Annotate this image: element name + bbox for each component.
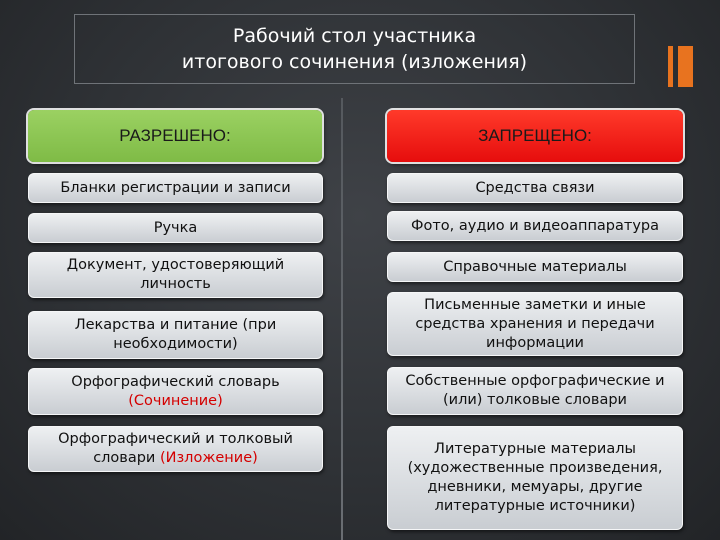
title-box (74, 14, 635, 84)
allowed-item-spelling-dictionary: Орфографический словарь (Сочинение) (28, 368, 323, 415)
accent-bar-right (678, 46, 693, 87)
exposition-note: (Изложение) (159, 450, 258, 466)
allowed-item-explanatory-dictionary: Орфографический и толковый словари (Изложение) (28, 426, 323, 472)
forbidden-item-own-dictionaries: Собственные орфографические и (или) толковые словари (387, 367, 683, 415)
column-divider (341, 98, 343, 540)
forbidden-item-written-notes: Письменные заметки и иные средства хранения и передачи информации (387, 292, 683, 356)
forbidden-item-communication: Средства связи (387, 173, 683, 203)
essay-note: (Сочинение) (128, 392, 223, 409)
allowed-item-medicine-food: Лекарства и питание (при необходимости) (28, 311, 323, 359)
allowed-item-pen: Ручка (28, 213, 323, 243)
title-line-1: Рабочий стол участника (232, 25, 477, 47)
forbidden-item-literary-materials: Литературные материалы (художественные произведения, дневники, мемуары, другие литературные источники) (387, 426, 683, 530)
allowed-header (28, 110, 322, 162)
forbidden-item-reference-materials: Справочные материалы (387, 252, 683, 282)
allowed-item-id-document: Документ, удостоверяющий личность (28, 252, 323, 298)
accent-bar-left (668, 46, 673, 87)
forbidden-header (387, 110, 683, 162)
allowed-header-label: РАЗРЕШЕНО: (119, 126, 231, 145)
forbidden-header-label: ЗАПРЕЩЕНО: (478, 126, 592, 145)
forbidden-item-photo-audio-video: Фото, аудио и видеоаппаратура (387, 211, 683, 241)
title-line-2: итогового сочинения (изложения) (181, 51, 528, 73)
allowed-item-registration-forms: Бланки регистрации и записи (28, 173, 323, 203)
